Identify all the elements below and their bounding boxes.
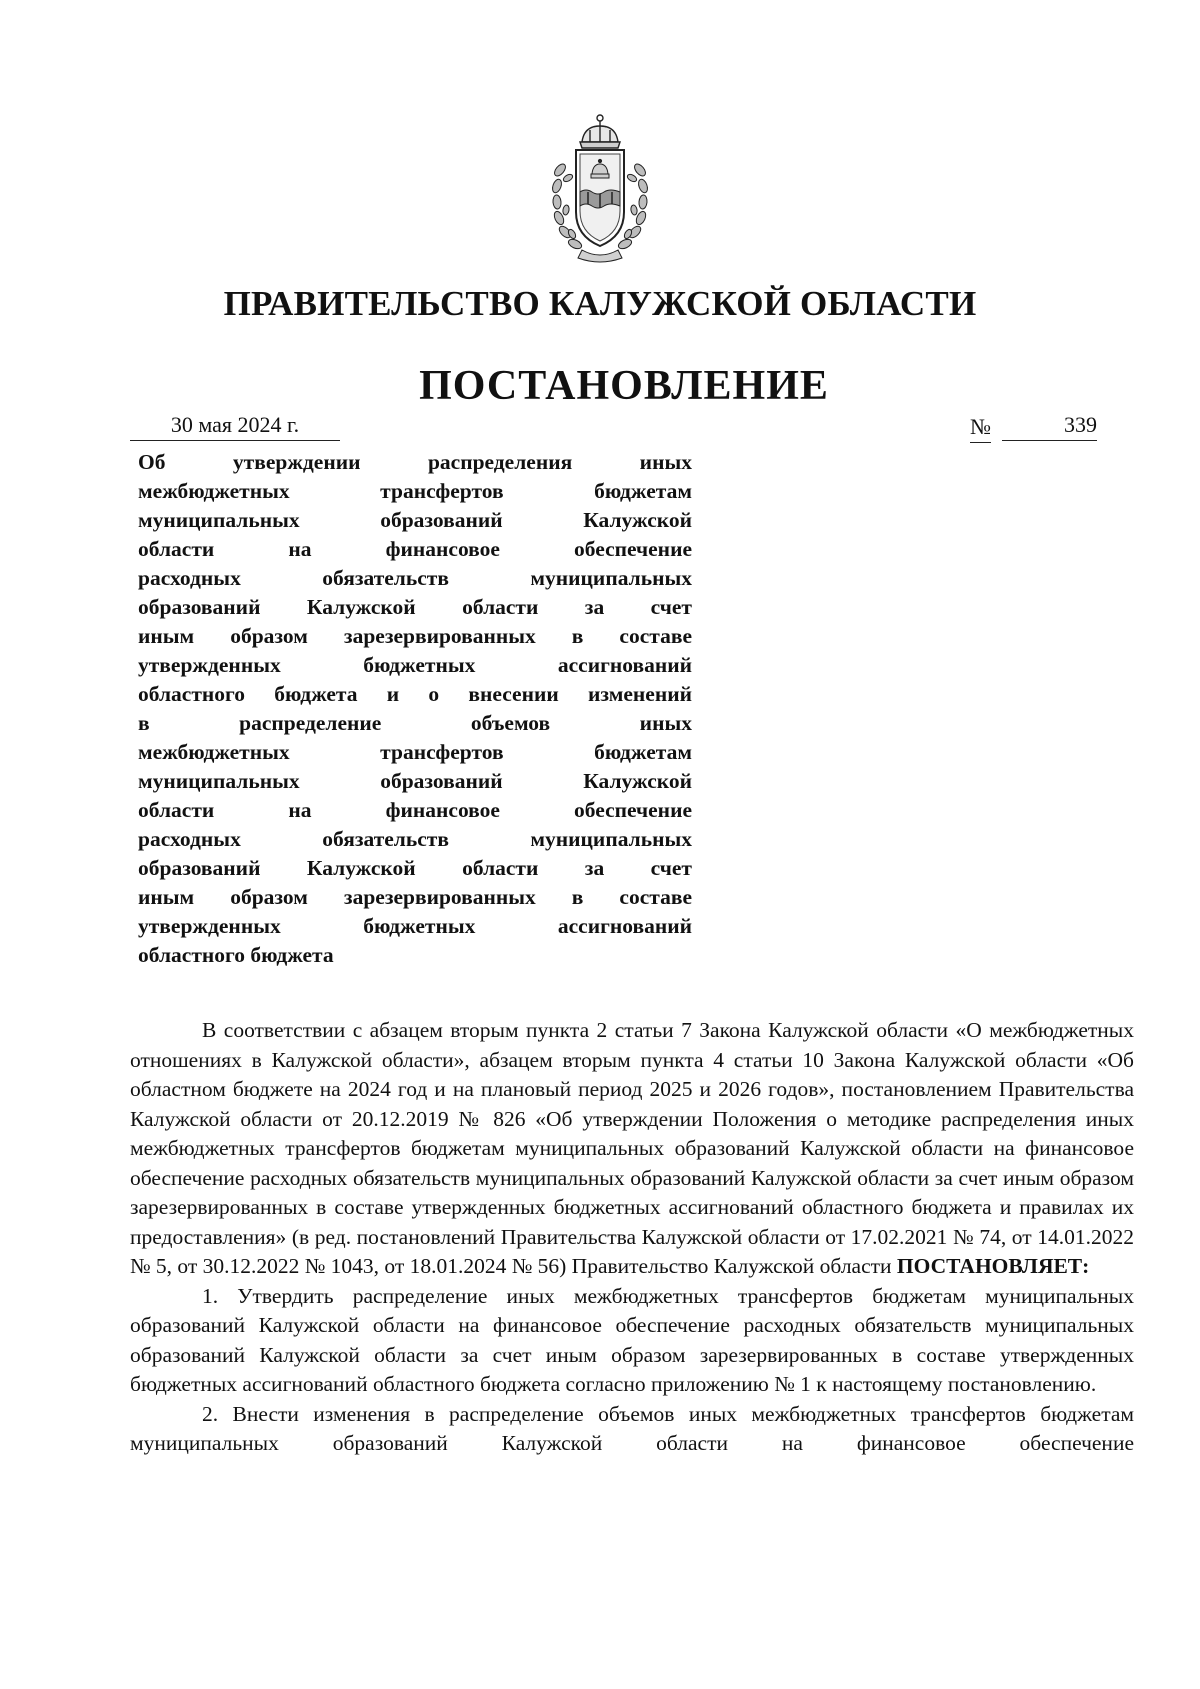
subject-line: области на финансовое обеспечение: [138, 537, 692, 561]
coat-of-arms-emblem: [548, 112, 652, 264]
subject-line: иным образом зарезервированных в составе: [138, 624, 692, 648]
document-body: [130, 1016, 1134, 1459]
document-subject: [138, 448, 692, 970]
item-2-paragraph: 2. Внести изменения в распределение объемов иных межбюджетных трансфертов бюджетам муниципальных образований Калужской области на финансовое обеспечение: [130, 1401, 1134, 1455]
subject-line: межбюджетных трансфертов бюджетам: [138, 479, 692, 503]
item-1-paragraph: 1. Утвердить распределение иных межбюджетных трансфертов бюджетам муниципальных образований Калужской области на финансовое обеспечение расходных обязательств муниципальных образований Калужской области за счет иным образом зарезервированных в составе утвержденных бюджетных ассигнований областного бюджета согласно приложению № 1 к настоящему постановлению.: [130, 1283, 1134, 1396]
subject-line: расходных обязательств муниципальных: [138, 827, 692, 851]
subject-line: утвержденных бюджетных ассигнований: [138, 914, 692, 938]
document-date: 30 мая 2024 г.: [130, 412, 340, 441]
subject-line: утвержденных бюджетных ассигнований: [138, 653, 692, 677]
subject-line: расходных обязательств муниципальных: [138, 566, 692, 590]
subject-line: областного бюджета: [138, 943, 334, 967]
preamble-paragraph: [130, 1016, 1134, 1282]
subject-line: муниципальных образований Калужской: [138, 508, 692, 532]
subject-line: в распределение объемов иных: [138, 711, 692, 735]
number-value: 339: [1002, 412, 1097, 441]
preamble-text: В соответствии с абзацем вторым пункта 2 статьи 7 Закона Калужской области «О межбюджетных отношениях в Калужской области», абзацем вторым пункта 4 статьи 10 Закона Калужской области «Об областном бюджете на 2024 год и на плановый период 2025 и 2026 годов», постановлением Правительства Калужской области от 20.12.2019 № 826 «Об утверждении Положения о методике распределения иных межбюджетных трансфертов бюджетам муниципальных образований Калужской области на финансовое обеспечение расходных обязательств муниципальных образований Калужской области за счет иным образом зарезервированных в составе утвержденных бюджетных ассигнований областного бюджета и правилах их предоставления» (в ред. постановлений Правительства Калужской области от 17.02.2021 № 74, от 14.01.2022 № 5, от 30.12.2022 № 1043, от 18.01.2024 № 56) Правительство Калужской области: [130, 1018, 1134, 1278]
subject-line: областного бюджета и о внесении изменений: [138, 682, 692, 706]
subject-line: межбюджетных трансфертов бюджетам: [138, 740, 692, 764]
document-type-title: ПОСТАНОВЛЕНИЕ: [419, 363, 829, 409]
decree-word: ПОСТАНОВЛЯЕТ:: [896, 1254, 1090, 1278]
subject-line: образований Калужской области за счет: [138, 856, 692, 880]
document-number: [970, 412, 1130, 442]
organization-title: ПРАВИТЕЛЬСТВО КАЛУЖСКОЙ ОБЛАСТИ: [223, 284, 977, 323]
number-sign: №: [970, 414, 991, 443]
subject-line: иным образом зарезервированных в составе: [138, 885, 692, 909]
subject-line: области на финансовое обеспечение: [138, 798, 692, 822]
subject-line: образований Калужской области за счет: [138, 595, 692, 619]
subject-line: Об утверждении распределения иных: [138, 450, 692, 474]
subject-line: муниципальных образований Калужской: [138, 769, 692, 793]
